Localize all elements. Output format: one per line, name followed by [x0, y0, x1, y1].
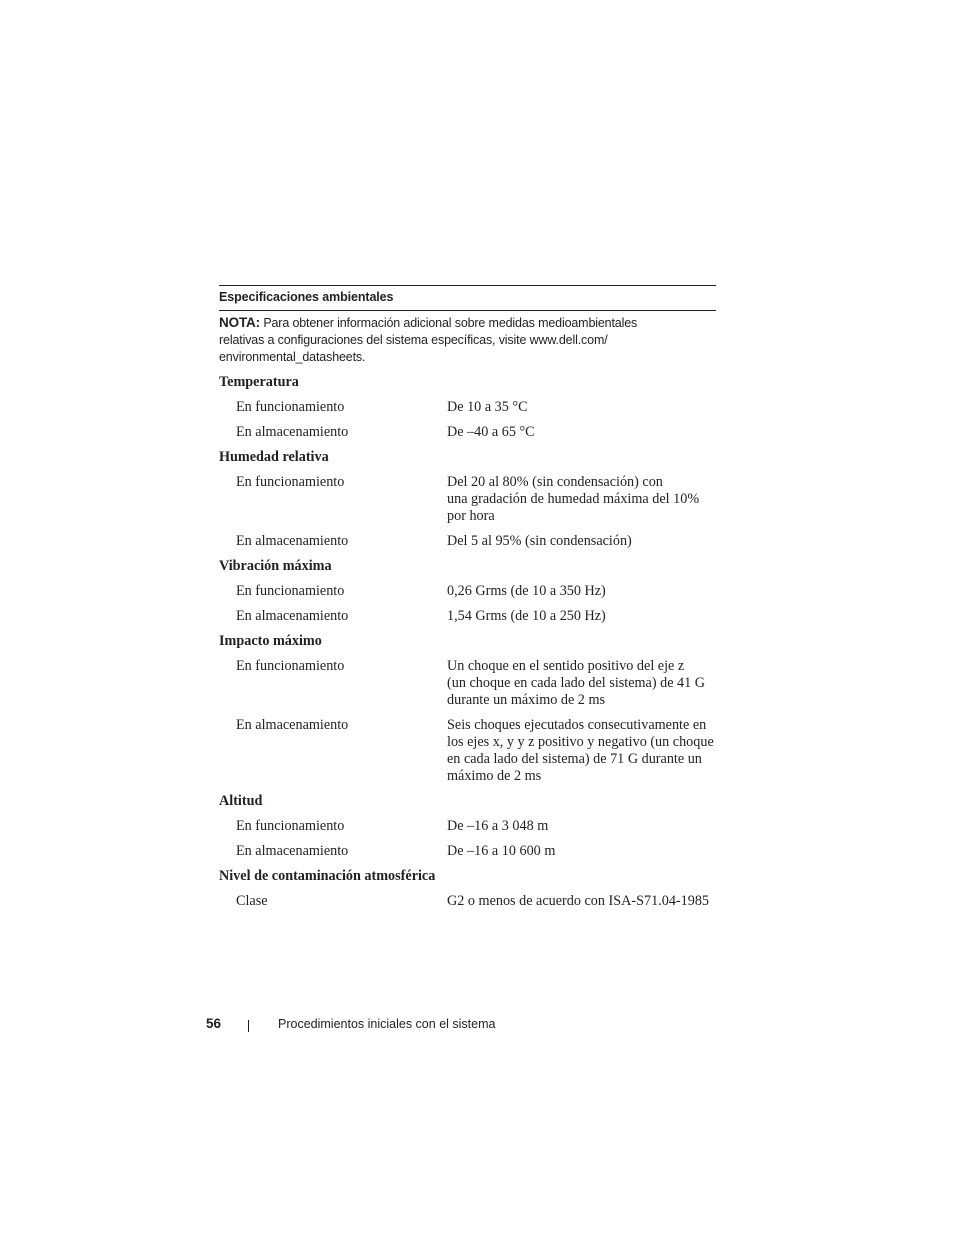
table-row	[219, 583, 716, 600]
row-value-line: por hora	[447, 508, 495, 524]
table-row	[219, 399, 716, 416]
row-value	[430, 608, 716, 625]
specs-table	[219, 285, 716, 918]
row-value	[430, 893, 716, 910]
table-row	[219, 474, 716, 525]
table-row	[219, 533, 716, 550]
row-value	[430, 717, 716, 785]
row-value-line: 0,26 Grms (de 10 a 350 Hz)	[447, 583, 606, 599]
row-label: En almacenamiento	[236, 424, 349, 440]
row-label: En almacenamiento	[236, 608, 349, 624]
row-value	[430, 533, 716, 550]
note-text: Para obtener información adicional sobre medidas medioambientales	[260, 316, 638, 330]
section-heading: Vibración máxima	[219, 558, 332, 574]
row-label: En funcionamiento	[236, 818, 345, 834]
footer-separator	[248, 1020, 249, 1032]
spec-rows	[219, 374, 716, 910]
row-value-line: en cada lado del sistema) de 71 G durante un	[447, 751, 702, 767]
row-value-line: De –16 a 3 048 m	[447, 818, 549, 834]
row-value-line: (un choque en cada lado del sistema) de 41 G	[447, 675, 706, 691]
row-value	[430, 658, 716, 709]
row-value-line: De –16 a 10 600 m	[447, 843, 556, 859]
row-value-line: durante un máximo de 2 ms	[447, 692, 606, 708]
row-value-line: De –40 a 65 °C	[447, 424, 535, 440]
row-value	[430, 583, 716, 600]
row-label: En almacenamiento	[236, 843, 349, 859]
row-label: En funcionamiento	[236, 399, 345, 415]
page-number	[206, 1015, 221, 1033]
table-row	[219, 424, 716, 441]
row-value	[430, 424, 716, 441]
row-label: En almacenamiento	[236, 717, 349, 733]
row-label: En funcionamiento	[236, 583, 345, 599]
footer-chapter-title: Procedimientos iniciales con el sistema	[278, 1017, 496, 1031]
table-row	[219, 818, 716, 835]
row-value-line: G2 o menos de acuerdo con ISA-S71.04-1985	[447, 893, 710, 909]
row-value-line: Del 5 al 95% (sin condensación)	[447, 533, 632, 549]
row-value-line: Un choque en el sentido positivo del eje z	[447, 658, 685, 674]
row-value-line: Del 20 al 80% (sin condensación) con	[447, 474, 663, 490]
row-value-line: Seis choques ejecutados consecutivamente en	[447, 717, 707, 733]
note-label: NOTA:	[219, 315, 260, 330]
row-label: En almacenamiento	[236, 533, 349, 549]
row-value-line: De 10 a 35 °C	[447, 399, 528, 415]
page-number-text: 56	[206, 1016, 222, 1031]
row-value-line: 1,54 Grms (de 10 a 250 Hz)	[447, 608, 606, 624]
table-header-rule	[219, 310, 716, 311]
row-label: En funcionamiento	[236, 658, 345, 674]
row-value	[430, 818, 716, 835]
note	[219, 314, 716, 366]
table-title: Especificaciones ambientales	[219, 290, 394, 304]
table-row	[219, 893, 716, 910]
row-value-line: una gradación de humedad máxima del 10%	[447, 491, 700, 507]
section-heading: Humedad relativa	[219, 449, 329, 465]
row-value	[430, 399, 716, 416]
table-row	[219, 843, 716, 860]
row-value	[430, 474, 716, 525]
section-heading: Nivel de contaminación atmosférica	[219, 868, 436, 884]
note-line	[219, 314, 716, 332]
table-row	[219, 717, 716, 785]
note-line: relativas a configuraciones del sistema específicas, visite www.dell.com/	[219, 333, 608, 347]
row-label: Clase	[236, 893, 268, 909]
section-heading: Temperatura	[219, 374, 299, 390]
section-heading: Altitud	[219, 793, 263, 809]
table-row	[219, 658, 716, 709]
row-value-line: los ejes x, y y z positivo y negativo (un choque	[447, 734, 714, 750]
note-line: environmental_datasheets.	[219, 350, 366, 364]
section-heading: Impacto máximo	[219, 633, 322, 649]
table-row	[219, 608, 716, 625]
row-value-line: máximo de 2 ms	[447, 768, 542, 784]
row-label: En funcionamiento	[236, 474, 345, 490]
row-value	[430, 843, 716, 860]
